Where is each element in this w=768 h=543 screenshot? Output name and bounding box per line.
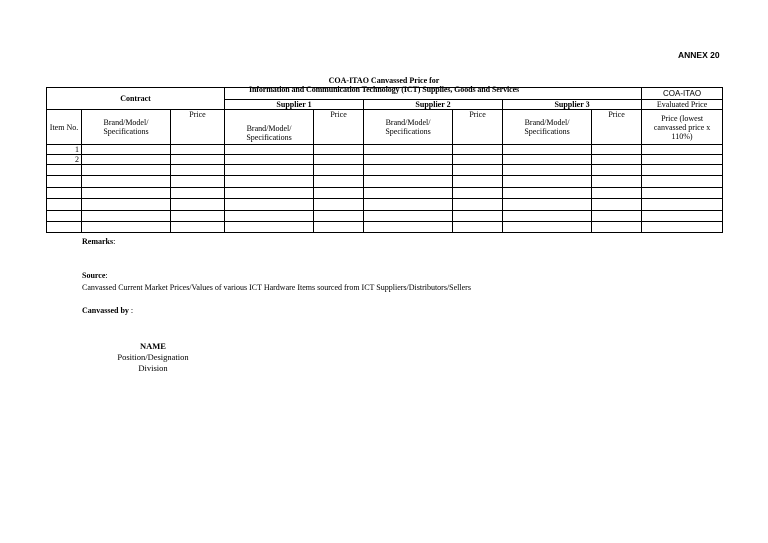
contract-brand-header: Brand/Model/ Specifications [82,110,171,145]
table-row [47,222,723,233]
table-row [47,145,723,155]
header-spacer [225,88,642,100]
cell [314,199,364,211]
remarks-label: Remarks [82,237,114,246]
cell [592,176,642,188]
cell [225,211,314,222]
coa-header-line1: COA-ITAO [642,88,723,100]
cell [225,176,314,188]
cell [453,155,503,165]
cell [642,165,723,176]
cell [453,222,503,233]
cell [314,176,364,188]
supplier-3-brand-header: Brand/Model/ Specifications [503,110,592,145]
item-no-header: Item No. [47,110,82,145]
cell [592,211,642,222]
cell [592,222,642,233]
cell [453,165,503,176]
canvassed-by-line: Canvassed by : [82,306,134,315]
cell [642,211,723,222]
signatory-division: Division [138,363,168,373]
table-row [47,199,723,211]
signatory-name: NAME [140,341,166,351]
cell [314,155,364,165]
cell [503,222,592,233]
cell [592,155,642,165]
cell [592,199,642,211]
cell [82,155,171,165]
table-row [47,155,723,165]
signature-block [100,341,206,374]
cell [592,188,642,199]
canvassed-by-label: Canvassed by [82,306,129,315]
cell [364,155,453,165]
supplier-2-brand-header: Brand/Model/ Specifications [364,110,453,145]
cell [225,222,314,233]
cell [364,176,453,188]
item-number [47,222,82,233]
document-title: COA-ITAO Canvassed Price for [328,76,440,85]
cell [642,145,723,155]
cell [314,211,364,222]
cell [642,176,723,188]
cell [314,145,364,155]
contract-price-header: Price [171,110,225,145]
cell [642,188,723,199]
item-number [47,176,82,188]
cell [314,188,364,199]
cell [364,145,453,155]
cell [82,176,171,188]
cell [364,211,453,222]
supplier-3-price-header: Price [592,110,642,145]
cell [225,145,314,155]
cell [503,211,592,222]
cell [642,222,723,233]
item-number [47,211,82,222]
cell [453,188,503,199]
annex-label: ANNEX 20 [678,50,720,60]
supplier-2-header: Supplier 2 [364,100,503,110]
cell [82,222,171,233]
signatory-position: Position/Designation [117,352,189,362]
remarks-line: Remarks: [82,237,116,246]
cell [453,145,503,155]
cell [503,188,592,199]
cell [82,145,171,155]
contract-header: Contract [47,88,225,110]
canvass-table [46,87,723,233]
table-row [47,211,723,222]
item-number [47,188,82,199]
cell [453,176,503,188]
table-row [47,176,723,188]
cell [503,145,592,155]
item-number: 1 [47,145,82,155]
cell [171,176,225,188]
item-number: 2 [47,155,82,165]
coa-header-line2: Evaluated Price [642,100,723,110]
document-subtitle: Information and Communication Technology (ICT) Supplies, Goods and Services [248,85,520,94]
supplier-1-header: Supplier 1 [225,100,364,110]
cell [171,155,225,165]
cell [225,188,314,199]
source-line: Source: [82,271,108,280]
cell [364,199,453,211]
cell [453,211,503,222]
cell [503,165,592,176]
supplier-3-header: Supplier 3 [503,100,642,110]
item-number [47,199,82,211]
cell [82,199,171,211]
cell [642,155,723,165]
cell [82,211,171,222]
cell [171,222,225,233]
cell [171,211,225,222]
cell [225,199,314,211]
cell [171,165,225,176]
source-label: Source [82,271,106,280]
cell [82,165,171,176]
supplier-1-brand-header: Brand/Model/ Specifications [225,110,314,145]
cell [364,222,453,233]
cell [503,199,592,211]
cell [642,199,723,211]
source-text: Canvassed Current Market Prices/Values of various ICT Hardware Items sourced from ICT Suppliers/Distributors/Sellers [82,283,471,292]
item-number [47,165,82,176]
cell [503,155,592,165]
cell [225,165,314,176]
supplier-2-price-header: Price [453,110,503,145]
cell [171,145,225,155]
cell [225,155,314,165]
cell [171,199,225,211]
cell [364,165,453,176]
coa-price-header: Price (lowest canvassed price x 110%) [642,110,723,145]
cell [503,176,592,188]
cell [171,188,225,199]
supplier-1-price-header: Price [314,110,364,145]
cell [453,199,503,211]
cell [592,165,642,176]
cell [314,165,364,176]
table-row [47,165,723,176]
table-row [47,188,723,199]
cell [82,188,171,199]
cell [592,145,642,155]
cell [314,222,364,233]
cell [364,188,453,199]
